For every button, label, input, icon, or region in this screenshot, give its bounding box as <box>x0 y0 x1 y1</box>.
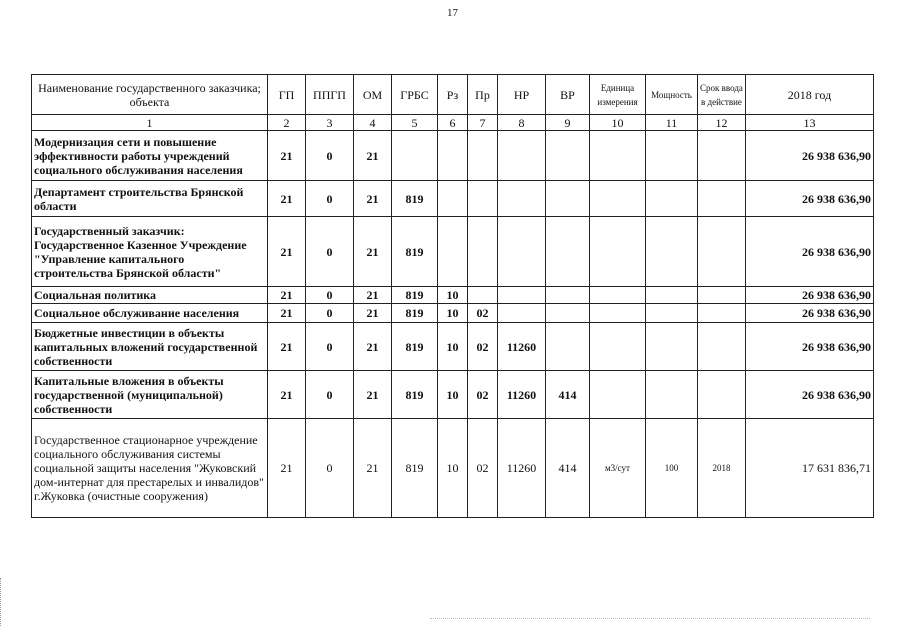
col-number: 8 <box>498 115 546 131</box>
cell-gp: 21 <box>268 304 306 323</box>
cell-name: Модернизация сети и повышение эффективности работы учреждений социального обслуживания населения <box>32 131 268 181</box>
col-number: 3 <box>306 115 354 131</box>
cell-name: Бюджетные инвестиции в объекты капитальных вложений государственной собственности <box>32 323 268 371</box>
cell-amount: 26 938 636,90 <box>746 287 874 304</box>
cell-pr: 02 <box>468 371 498 419</box>
cell-grbs: 819 <box>392 419 438 518</box>
cell-rz <box>438 181 468 217</box>
cell-grbs: 819 <box>392 371 438 419</box>
cell-unit <box>590 181 646 217</box>
cell-ppgp: 0 <box>306 131 354 181</box>
cell-nr <box>498 304 546 323</box>
cell-unit: м3/сут <box>590 419 646 518</box>
cell-amount: 26 938 636,90 <box>746 304 874 323</box>
cell-nr <box>498 131 546 181</box>
cell-rz: 10 <box>438 419 468 518</box>
cell-amount: 26 938 636,90 <box>746 323 874 371</box>
cell-term <box>698 131 746 181</box>
cell-om: 21 <box>354 371 392 419</box>
cell-power <box>646 304 698 323</box>
cell-nr <box>498 181 546 217</box>
cell-name: Социальная политика <box>32 287 268 304</box>
cell-term <box>698 181 746 217</box>
col-header-name: Наименование государственного заказчика; объекта <box>32 75 268 115</box>
cell-gp: 21 <box>268 131 306 181</box>
cell-gp: 21 <box>268 287 306 304</box>
cell-unit <box>590 371 646 419</box>
header-row <box>32 75 874 115</box>
cell-term <box>698 323 746 371</box>
col-number: 9 <box>546 115 590 131</box>
cell-nr: 11260 <box>498 371 546 419</box>
col-header-unit: Единица измерения <box>590 75 646 115</box>
table-row <box>32 419 874 518</box>
cell-rz: 10 <box>438 304 468 323</box>
cell-name: Капитальные вложения в объекты государственной (муниципальной) собственности <box>32 371 268 419</box>
col-number: 2 <box>268 115 306 131</box>
cell-pr <box>468 181 498 217</box>
col-header-power: Мощность <box>646 75 698 115</box>
cell-om: 21 <box>354 304 392 323</box>
cell-power <box>646 287 698 304</box>
col-number: 7 <box>468 115 498 131</box>
cell-pr: 02 <box>468 323 498 371</box>
cell-pr <box>468 217 498 287</box>
page-number: 17 <box>447 7 458 19</box>
cell-vr: 414 <box>546 371 590 419</box>
col-header-rz: Рз <box>438 75 468 115</box>
cell-amount: 26 938 636,90 <box>746 181 874 217</box>
table-row <box>32 304 874 323</box>
cell-rz: 10 <box>438 371 468 419</box>
cell-vr <box>546 217 590 287</box>
cell-grbs: 819 <box>392 323 438 371</box>
cell-power <box>646 323 698 371</box>
cell-grbs <box>392 131 438 181</box>
cell-vr <box>546 287 590 304</box>
cell-om: 21 <box>354 419 392 518</box>
cell-unit <box>590 217 646 287</box>
cell-vr <box>546 304 590 323</box>
cell-pr: 02 <box>468 304 498 323</box>
table-row <box>32 323 874 371</box>
table-row <box>32 287 874 304</box>
cell-term <box>698 304 746 323</box>
cell-term <box>698 371 746 419</box>
col-number: 4 <box>354 115 392 131</box>
cell-name: Департамент строительства Брянской области <box>32 181 268 217</box>
col-number: 6 <box>438 115 468 131</box>
cell-rz: 10 <box>438 287 468 304</box>
cell-grbs: 819 <box>392 217 438 287</box>
cell-rz: 10 <box>438 323 468 371</box>
cell-ppgp: 0 <box>306 217 354 287</box>
cell-power <box>646 371 698 419</box>
cell-nr: 11260 <box>498 323 546 371</box>
col-number: 5 <box>392 115 438 131</box>
cell-rz <box>438 131 468 181</box>
cell-amount: 26 938 636,90 <box>746 371 874 419</box>
cell-ppgp: 0 <box>306 287 354 304</box>
cell-unit <box>590 323 646 371</box>
cell-om: 21 <box>354 217 392 287</box>
col-header-om: ОМ <box>354 75 392 115</box>
col-number: 11 <box>646 115 698 131</box>
cell-om: 21 <box>354 323 392 371</box>
cell-vr: 414 <box>546 419 590 518</box>
col-header-term: Срок ввода в действие <box>698 75 746 115</box>
cell-power <box>646 131 698 181</box>
cell-ppgp: 0 <box>306 371 354 419</box>
scan-artifact <box>430 618 870 621</box>
cell-grbs: 819 <box>392 181 438 217</box>
cell-om: 21 <box>354 131 392 181</box>
cell-unit <box>590 287 646 304</box>
cell-ppgp: 0 <box>306 181 354 217</box>
cell-name: Государственное стационарное учреждение социального обслуживания системы социальной защиты населения "Жуковский дом-интернат для престарелых и инвалидов" г.Жуковка (очистные сооружения) <box>32 419 268 518</box>
cell-amount: 26 938 636,90 <box>746 217 874 287</box>
cell-grbs: 819 <box>392 287 438 304</box>
col-header-nr: НР <box>498 75 546 115</box>
cell-power <box>646 181 698 217</box>
scan-artifact <box>0 578 4 626</box>
cell-term: 2018 <box>698 419 746 518</box>
table-row <box>32 217 874 287</box>
cell-rz <box>438 217 468 287</box>
cell-gp: 21 <box>268 181 306 217</box>
cell-nr <box>498 287 546 304</box>
cell-gp: 21 <box>268 217 306 287</box>
cell-grbs: 819 <box>392 304 438 323</box>
cell-pr: 02 <box>468 419 498 518</box>
col-header-pr: Пр <box>468 75 498 115</box>
cell-vr <box>546 131 590 181</box>
col-header-ppgp: ППГП <box>306 75 354 115</box>
cell-nr <box>498 217 546 287</box>
cell-power: 100 <box>646 419 698 518</box>
cell-term <box>698 217 746 287</box>
cell-gp: 21 <box>268 323 306 371</box>
cell-nr: 11260 <box>498 419 546 518</box>
col-header-vr: ВР <box>546 75 590 115</box>
cell-name: Социальное обслуживание населения <box>32 304 268 323</box>
budget-table <box>31 74 874 518</box>
column-number-row <box>32 115 874 131</box>
cell-amount: 17 631 836,71 <box>746 419 874 518</box>
cell-om: 21 <box>354 181 392 217</box>
table-row <box>32 131 874 181</box>
col-number: 1 <box>32 115 268 131</box>
cell-unit <box>590 304 646 323</box>
col-number: 10 <box>590 115 646 131</box>
cell-gp: 21 <box>268 419 306 518</box>
cell-pr <box>468 131 498 181</box>
cell-power <box>646 217 698 287</box>
col-header-grbs: ГРБС <box>392 75 438 115</box>
cell-vr <box>546 181 590 217</box>
cell-pr <box>468 287 498 304</box>
col-header-year: 2018 год <box>746 75 874 115</box>
table-row <box>32 371 874 419</box>
col-number: 13 <box>746 115 874 131</box>
cell-vr <box>546 323 590 371</box>
cell-amount: 26 938 636,90 <box>746 131 874 181</box>
cell-gp: 21 <box>268 371 306 419</box>
table-row <box>32 181 874 217</box>
col-header-gp: ГП <box>268 75 306 115</box>
cell-ppgp: 0 <box>306 323 354 371</box>
cell-unit <box>590 131 646 181</box>
cell-om: 21 <box>354 287 392 304</box>
cell-ppgp: 0 <box>306 419 354 518</box>
cell-ppgp: 0 <box>306 304 354 323</box>
cell-name: Государственный заказчик: Государственное Казенное Учреждение "Управление капитального строительства Брянской области" <box>32 217 268 287</box>
col-number: 12 <box>698 115 746 131</box>
cell-term <box>698 287 746 304</box>
